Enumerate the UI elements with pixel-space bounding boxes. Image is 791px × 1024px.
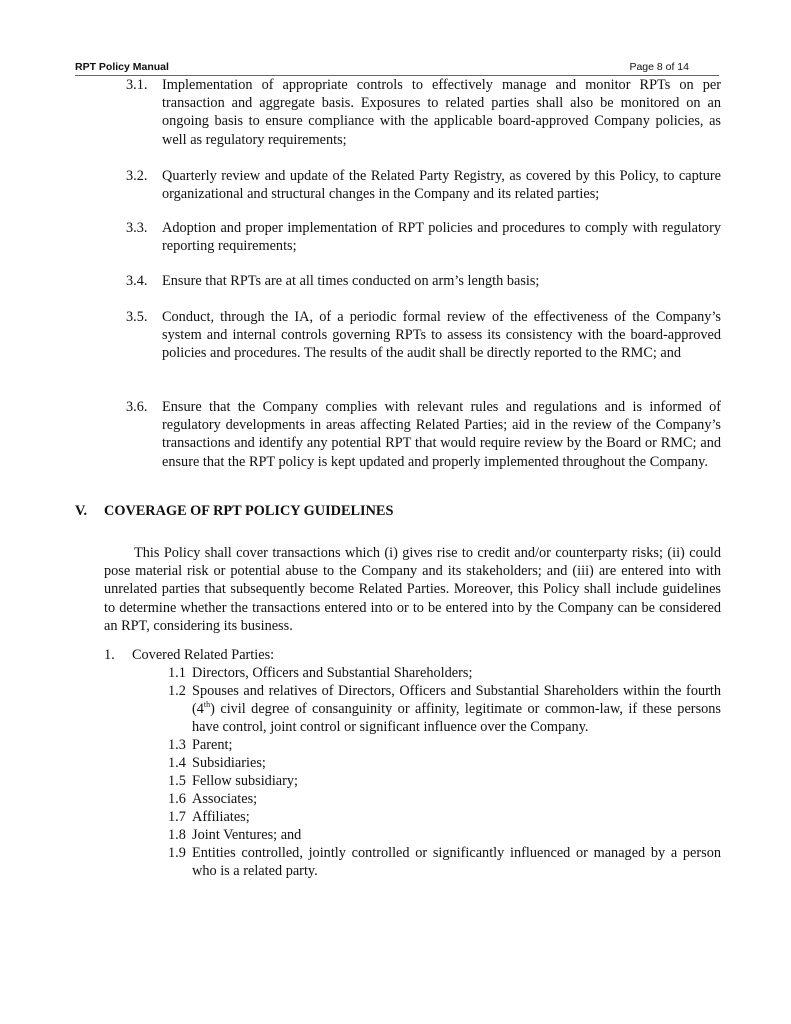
superscript: th <box>203 700 211 710</box>
item-number: 3.5. <box>126 309 148 325</box>
sub-item-number: 1.7 <box>168 809 186 825</box>
sub-item-text <box>192 682 721 737</box>
item-number: 3.3. <box>126 220 148 236</box>
header-title: RPT Policy Manual <box>75 61 169 73</box>
page-header <box>75 61 719 76</box>
sub-item-text: Parent; <box>192 737 233 753</box>
item-text: Ensure that RPTs are at all times conducted on arm’s length basis; <box>162 273 540 289</box>
sub-item-text: Joint Ventures; and <box>192 827 302 843</box>
sub-item-1-9 <box>168 844 721 880</box>
sub-item-number: 1.3 <box>168 737 186 753</box>
sub-item-text: Subsidiaries; <box>192 755 266 771</box>
list-label: Covered Related Parties: <box>132 647 275 663</box>
item-text: Adoption and proper implementation of RPT policies and procedures to comply with regulatory reporting requirements; <box>162 220 721 255</box>
sub-item-1-3 <box>168 736 721 754</box>
item-text: Ensure that the Company complies with relevant rules and regulations and is informed of regulatory developments in areas affecting Related Parties; aid in the review of the Company’s transactions and identify any potential RPT that would require review by the Board or RMC; and ensure that the RPT policy is kept updated and properly implemented throughout the Company. <box>162 399 721 470</box>
list-item-3-1 <box>126 76 721 149</box>
sub-item-1-4 <box>168 754 721 772</box>
list-item-3-2 <box>126 167 721 203</box>
text-part: ) civil degree of consanguinity or affinity, legitimate or common-law, if these persons have control, joint control or significant influence over the Company. <box>192 701 721 736</box>
list-number: 1. <box>104 647 115 663</box>
item-text: Quarterly review and update of the Related Party Registry, as covered by this Policy, to capture organizational and structural changes in the Company and its related parties; <box>162 168 721 203</box>
list-item-3-4 <box>126 272 721 290</box>
list-item-3-6 <box>126 398 721 471</box>
sub-item-number: 1.2 <box>168 683 186 699</box>
section-paragraph: This Policy shall cover transactions which (i) gives rise to credit and/or counterparty risks; (ii) could pose material risk or potential abuse to the Company and its stakeholders; and (iii) are entered into with unrelated parties that subsequently become Related Parties. Moreover, this Policy shall include guidelines to determine whether the transactions entered into or to be entered into by the Company can be considered an RPT, considering its business. <box>104 545 721 634</box>
item-number: 3.2. <box>126 168 148 184</box>
sub-item-1-1 <box>168 664 721 682</box>
section-numeral: V. <box>75 503 88 519</box>
list-item-3-3 <box>126 219 721 255</box>
sub-item-1-7 <box>168 808 721 826</box>
sub-item-number: 1.1 <box>168 665 186 681</box>
sub-item-1-8 <box>168 826 721 844</box>
list-item-3-5 <box>126 308 721 363</box>
sub-item-number: 1.6 <box>168 791 186 807</box>
sub-item-text: Affiliates; <box>192 809 250 825</box>
sub-item-number: 1.8 <box>168 827 186 843</box>
sub-item-1-2 <box>168 682 721 737</box>
sub-item-number: 1.4 <box>168 755 186 771</box>
item-number: 3.6. <box>126 399 148 415</box>
sub-item-number: 1.9 <box>168 845 186 861</box>
sub-item-1-6 <box>168 790 721 808</box>
item-number: 3.1. <box>126 77 148 93</box>
text-part: Spouses and relatives of Directors, Officers and Substantial Shareholders within the fourth (4 <box>192 683 721 718</box>
sub-item-text: Associates; <box>192 791 258 807</box>
item-text: Implementation of appropriate controls to effectively manage and monitor RPTs on per transaction and aggregate basis. Exposures to related parties shall also be monitored on an ongoing basis to ensure compliance with the applicable board-approved Company policies, as well as regulatory requirements; <box>162 77 721 148</box>
item-number: 3.4. <box>126 273 148 289</box>
sub-item-1-5 <box>168 772 721 790</box>
section-heading <box>75 503 393 520</box>
page-number: Page 8 of 14 <box>629 61 689 73</box>
covered-parties-heading <box>104 646 274 664</box>
section-title: COVERAGE OF RPT POLICY GUIDELINES <box>104 503 394 519</box>
sub-item-text: Entities controlled, jointly controlled or significantly influenced or managed by a person who is a related party. <box>192 845 721 880</box>
sub-item-number: 1.5 <box>168 773 186 789</box>
item-text: Conduct, through the IA, of a periodic formal review of the effectiveness of the Company’s system and internal controls governing RPTs to assess its consistency with the board-approved policies and procedures. The results of the audit shall be directly reported to the RMC; and <box>162 309 721 362</box>
sub-item-text: Directors, Officers and Substantial Shareholders; <box>192 665 473 681</box>
sub-item-text: Fellow subsidiary; <box>192 773 299 789</box>
